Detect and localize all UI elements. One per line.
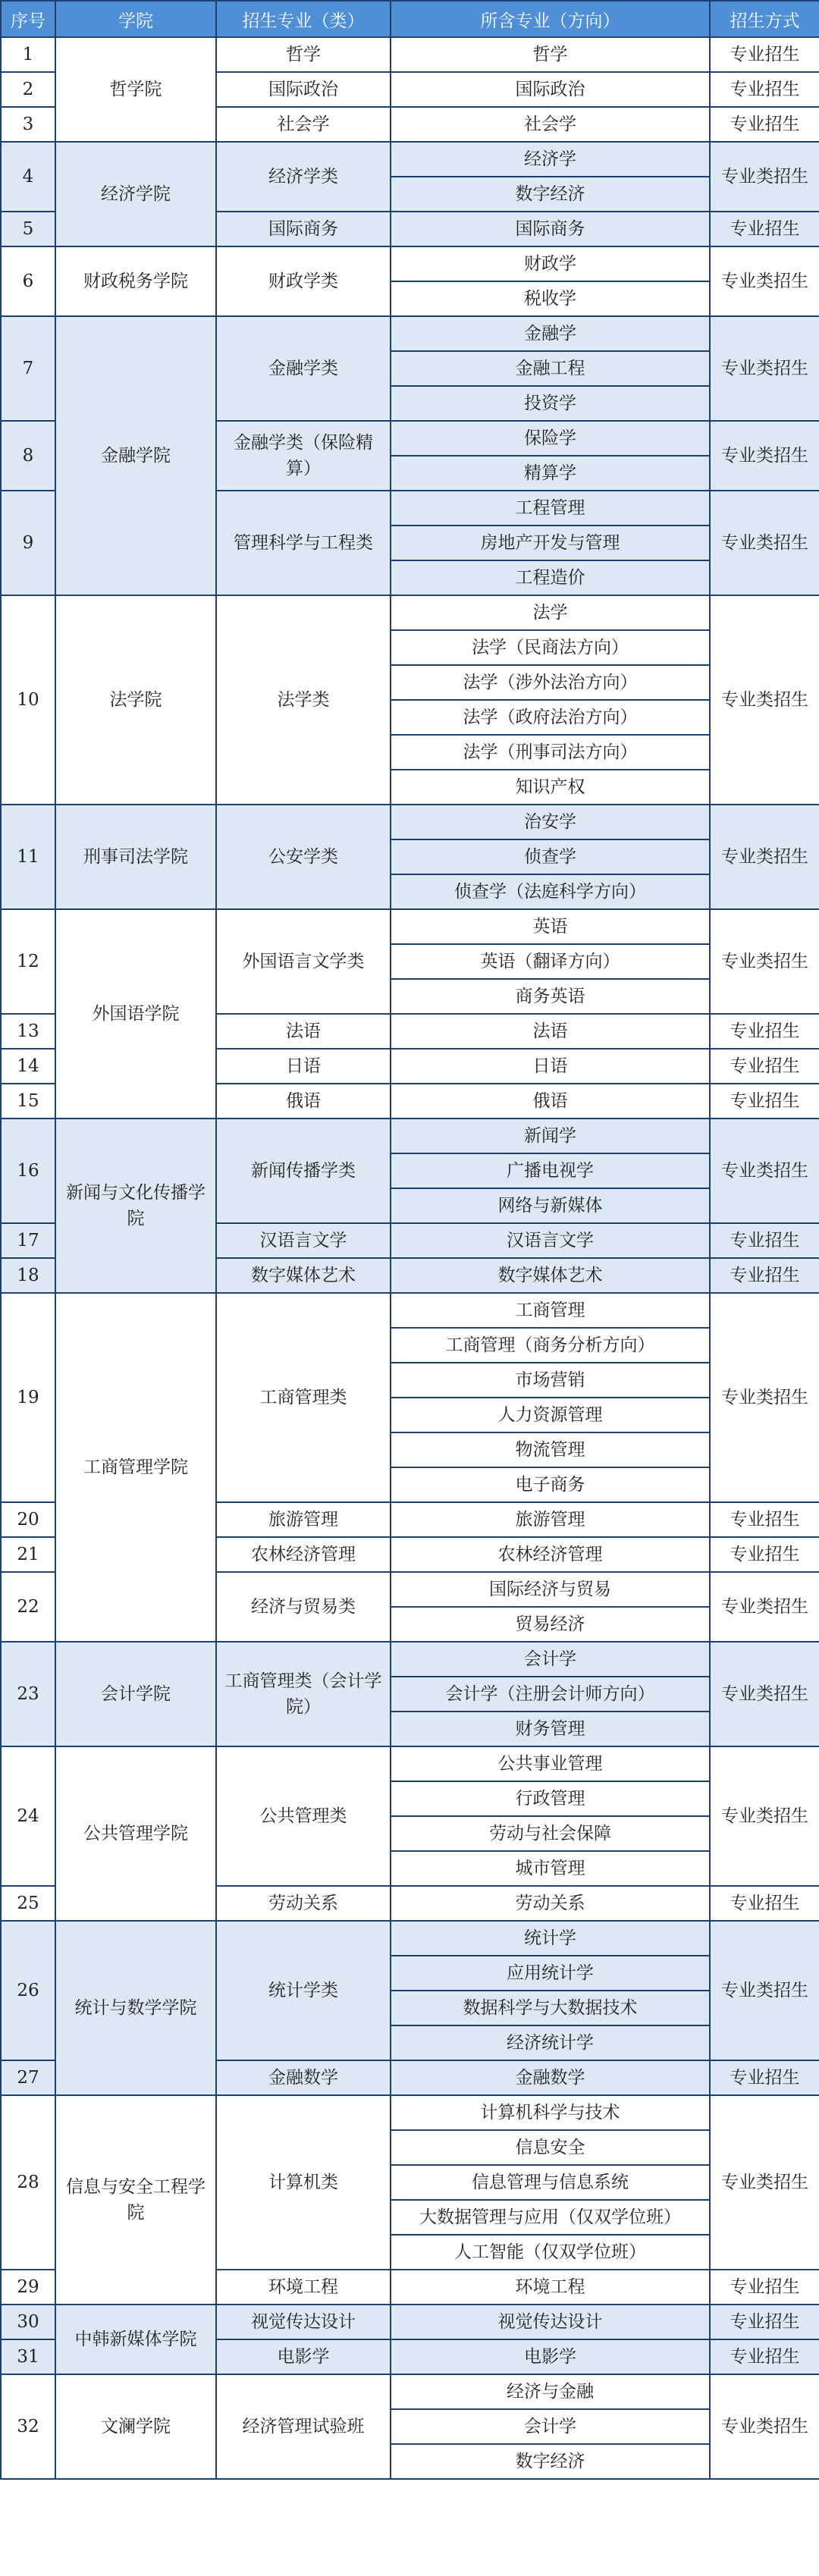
sub-major-cell: 法学（政府法治方向） — [391, 700, 710, 735]
row-number: 8 — [1, 421, 55, 491]
table-row — [1, 2374, 819, 2409]
sub-major-cell: 工商管理（商务分析方向） — [391, 1328, 710, 1363]
sub-major-cell: 保险学 — [391, 421, 710, 456]
major-cell: 社会学 — [216, 107, 391, 142]
table-row — [1, 246, 819, 281]
sub-major-cell: 新闻学 — [391, 1119, 710, 1153]
row-number: 16 — [1, 1119, 55, 1223]
sub-major-cell: 数据科学与大数据技术 — [391, 1991, 710, 2025]
sub-major-cell: 人力资源管理 — [391, 1398, 710, 1432]
method-cell: 专业类招生 — [710, 595, 819, 805]
method-cell: 专业类招生 — [710, 491, 819, 595]
major-cell: 电影学 — [216, 2339, 391, 2374]
sub-major-cell: 国际商务 — [391, 212, 710, 246]
sub-major-cell: 公共事业管理 — [391, 1746, 710, 1781]
table-row — [1, 909, 819, 944]
college-cell: 财政税务学院 — [55, 246, 216, 316]
sub-major-cell: 知识产权 — [391, 770, 710, 805]
method-cell: 专业招生 — [710, 1049, 819, 1084]
major-cell: 法语 — [216, 1014, 391, 1049]
sub-major-cell: 国际政治 — [391, 72, 710, 107]
college-cell: 信息与安全工程学院 — [55, 2095, 216, 2305]
sub-major-cell: 市场营销 — [391, 1363, 710, 1398]
college-cell: 刑事司法学院 — [55, 805, 216, 909]
method-cell: 专业招生 — [710, 107, 819, 142]
sub-major-cell: 大数据管理与应用（仅双学位班） — [391, 2200, 710, 2235]
major-cell: 国际商务 — [216, 212, 391, 246]
sub-major-cell: 城市管理 — [391, 1851, 710, 1886]
row-number: 29 — [1, 2270, 55, 2305]
college-cell: 工商管理学院 — [55, 1293, 216, 1642]
college-cell: 统计与数学学院 — [55, 1921, 216, 2095]
row-number: 20 — [1, 1502, 55, 1537]
table-row — [1, 1921, 819, 1956]
college-cell: 哲学院 — [55, 37, 216, 142]
major-cell: 视觉传达设计 — [216, 2305, 391, 2339]
row-number: 27 — [1, 2060, 55, 2095]
major-cell: 金融学类 — [216, 316, 391, 421]
row-number: 18 — [1, 1258, 55, 1293]
row-number: 19 — [1, 1293, 55, 1502]
sub-major-cell: 旅游管理 — [391, 1502, 710, 1537]
table-row — [1, 2095, 819, 2130]
row-number: 30 — [1, 2305, 55, 2339]
method-cell: 专业类招生 — [710, 1293, 819, 1502]
sub-major-cell: 金融数学 — [391, 2060, 710, 2095]
row-number: 3 — [1, 107, 55, 142]
method-cell: 专业招生 — [710, 1258, 819, 1293]
row-number: 4 — [1, 142, 55, 212]
sub-major-cell: 社会学 — [391, 107, 710, 142]
major-cell: 工商管理类 — [216, 1293, 391, 1502]
sub-major-cell: 应用统计学 — [391, 1956, 710, 1991]
sub-major-cell: 数字媒体艺术 — [391, 1258, 710, 1293]
method-cell: 专业类招生 — [710, 805, 819, 909]
row-number: 14 — [1, 1049, 55, 1084]
sub-major-cell: 行政管理 — [391, 1781, 710, 1816]
header-row — [1, 1, 819, 37]
major-cell: 金融数学 — [216, 2060, 391, 2095]
sub-major-cell: 国际经济与贸易 — [391, 1572, 710, 1607]
sub-major-cell: 经济学 — [391, 142, 710, 177]
method-cell: 专业类招生 — [710, 142, 819, 212]
sub-major-cell: 侦查学（法庭科学方向） — [391, 874, 710, 909]
major-cell: 公共管理类 — [216, 1746, 391, 1886]
row-number: 2 — [1, 72, 55, 107]
sub-major-cell: 环境工程 — [391, 2270, 710, 2305]
sub-major-cell: 工商管理 — [391, 1293, 710, 1328]
sub-major-cell: 信息管理与信息系统 — [391, 2165, 710, 2200]
sub-major-cell: 金融工程 — [391, 351, 710, 386]
row-number: 23 — [1, 1642, 55, 1746]
sub-major-cell: 信息安全 — [391, 2130, 710, 2165]
row-number: 32 — [1, 2374, 55, 2479]
method-cell: 专业招生 — [710, 1084, 819, 1119]
header-cell-college: 学院 — [55, 1, 216, 37]
row-number: 22 — [1, 1572, 55, 1642]
major-cell: 经济与贸易类 — [216, 1572, 391, 1642]
sub-major-cell: 物流管理 — [391, 1432, 710, 1467]
method-cell: 专业招生 — [710, 1502, 819, 1537]
sub-major-cell: 法学（涉外法治方向） — [391, 665, 710, 700]
major-cell: 金融学类（保险精算） — [216, 421, 391, 491]
method-cell: 专业招生 — [710, 2339, 819, 2374]
sub-major-cell: 劳动与社会保障 — [391, 1816, 710, 1851]
method-cell: 专业招生 — [710, 1014, 819, 1049]
method-cell: 专业招生 — [710, 72, 819, 107]
sub-major-cell: 英语 — [391, 909, 710, 944]
major-cell: 俄语 — [216, 1084, 391, 1119]
sub-major-cell: 日语 — [391, 1049, 710, 1084]
major-cell: 国际政治 — [216, 72, 391, 107]
major-cell: 哲学 — [216, 37, 391, 72]
header-cell-no: 序号 — [1, 1, 55, 37]
row-number: 5 — [1, 212, 55, 246]
sub-major-cell: 数字经济 — [391, 177, 710, 212]
sub-major-cell: 治安学 — [391, 805, 710, 839]
college-cell: 新闻与文化传播学院 — [55, 1119, 216, 1293]
sub-major-cell: 法语 — [391, 1014, 710, 1049]
table-row — [1, 37, 819, 72]
method-cell: 专业类招生 — [710, 1746, 819, 1886]
college-cell: 经济学院 — [55, 142, 216, 246]
method-cell: 专业招生 — [710, 1886, 819, 1921]
row-number: 6 — [1, 246, 55, 316]
major-cell: 经济学类 — [216, 142, 391, 212]
table-row — [1, 595, 819, 630]
major-cell: 计算机类 — [216, 2095, 391, 2270]
college-cell: 公共管理学院 — [55, 1746, 216, 1921]
college-cell: 金融学院 — [55, 316, 216, 595]
method-cell: 专业类招生 — [710, 1921, 819, 2060]
method-cell: 专业类招生 — [710, 909, 819, 1014]
sub-major-cell: 财务管理 — [391, 1712, 710, 1746]
sub-major-cell: 工程造价 — [391, 560, 710, 595]
major-cell: 新闻传播学类 — [216, 1119, 391, 1223]
sub-major-cell: 法学（民商法方向） — [391, 630, 710, 665]
row-number: 21 — [1, 1537, 55, 1572]
sub-major-cell: 侦查学 — [391, 839, 710, 874]
major-cell: 工商管理类（会计学院） — [216, 1642, 391, 1746]
major-cell: 数字媒体艺术 — [216, 1258, 391, 1293]
sub-major-cell: 计算机科学与技术 — [391, 2095, 710, 2130]
row-number: 11 — [1, 805, 55, 909]
major-cell: 汉语言文学 — [216, 1223, 391, 1258]
method-cell: 专业招生 — [710, 37, 819, 72]
major-cell: 劳动关系 — [216, 1886, 391, 1921]
method-cell: 专业类招生 — [710, 246, 819, 316]
sub-major-cell: 税收学 — [391, 281, 710, 316]
sub-major-cell: 农林经济管理 — [391, 1537, 710, 1572]
major-cell: 经济管理试验班 — [216, 2374, 391, 2479]
method-cell: 专业招生 — [710, 212, 819, 246]
table-row — [1, 1746, 819, 1781]
row-number: 9 — [1, 491, 55, 595]
sub-major-cell: 贸易经济 — [391, 1607, 710, 1642]
sub-major-cell: 网络与新媒体 — [391, 1188, 710, 1223]
sub-major-cell: 电影学 — [391, 2339, 710, 2374]
row-number: 7 — [1, 316, 55, 421]
sub-major-cell: 法学（刑事司法方向） — [391, 735, 710, 770]
sub-major-cell: 哲学 — [391, 37, 710, 72]
method-cell: 专业招生 — [710, 1537, 819, 1572]
row-number: 25 — [1, 1886, 55, 1921]
table-row — [1, 316, 819, 351]
method-cell: 专业类招生 — [710, 2095, 819, 2270]
major-cell: 统计学类 — [216, 1921, 391, 2060]
sub-major-cell: 法学 — [391, 595, 710, 630]
sub-major-cell: 电子商务 — [391, 1467, 710, 1502]
sub-major-cell: 商务英语 — [391, 979, 710, 1014]
row-number: 15 — [1, 1084, 55, 1119]
table-row — [1, 1293, 819, 1328]
major-cell: 环境工程 — [216, 2270, 391, 2305]
major-cell: 财政学类 — [216, 246, 391, 316]
row-number: 10 — [1, 595, 55, 805]
row-number: 17 — [1, 1223, 55, 1258]
sub-major-cell: 财政学 — [391, 246, 710, 281]
sub-major-cell: 金融学 — [391, 316, 710, 351]
method-cell: 专业招生 — [710, 2060, 819, 2095]
row-number: 31 — [1, 2339, 55, 2374]
college-cell: 会计学院 — [55, 1642, 216, 1746]
sub-major-cell: 经济与金融 — [391, 2374, 710, 2409]
sub-major-cell: 会计学（注册会计师方向） — [391, 1677, 710, 1712]
sub-major-cell: 广播电视学 — [391, 1153, 710, 1188]
header-cell-major: 招生专业（类） — [216, 1, 391, 37]
major-cell: 公安学类 — [216, 805, 391, 909]
college-cell: 中韩新媒体学院 — [55, 2305, 216, 2374]
row-number: 1 — [1, 37, 55, 72]
method-cell: 专业类招生 — [710, 1119, 819, 1223]
method-cell: 专业招生 — [710, 2270, 819, 2305]
major-cell: 管理科学与工程类 — [216, 491, 391, 595]
sub-major-cell: 会计学 — [391, 2409, 710, 2444]
table-row — [1, 1642, 819, 1677]
sub-major-cell: 劳动关系 — [391, 1886, 710, 1921]
sub-major-cell: 工程管理 — [391, 491, 710, 526]
major-cell: 外国语言文学类 — [216, 909, 391, 1014]
sub-major-cell: 俄语 — [391, 1084, 710, 1119]
college-cell: 法学院 — [55, 595, 216, 805]
method-cell: 专业类招生 — [710, 1572, 819, 1642]
sub-major-cell: 人工智能（仅双学位班） — [391, 2235, 710, 2270]
sub-major-cell: 视觉传达设计 — [391, 2305, 710, 2339]
row-number: 24 — [1, 1746, 55, 1886]
sub-major-cell: 汉语言文学 — [391, 1223, 710, 1258]
method-cell: 专业招生 — [710, 2305, 819, 2339]
method-cell: 专业类招生 — [710, 316, 819, 421]
table-row — [1, 142, 819, 177]
college-cell: 外国语学院 — [55, 909, 216, 1119]
method-cell: 专业招生 — [710, 1223, 819, 1258]
row-number: 26 — [1, 1921, 55, 2060]
sub-major-cell: 英语（翻译方向） — [391, 944, 710, 979]
method-cell: 专业类招生 — [710, 421, 819, 491]
sub-major-cell: 投资学 — [391, 386, 710, 421]
table-row — [1, 805, 819, 839]
major-cell: 日语 — [216, 1049, 391, 1084]
header-cell-subs: 所含专业（方向） — [391, 1, 710, 37]
row-number: 13 — [1, 1014, 55, 1049]
row-number: 28 — [1, 2095, 55, 2270]
sub-major-cell: 会计学 — [391, 1642, 710, 1677]
method-cell: 专业类招生 — [710, 2374, 819, 2479]
row-number: 12 — [1, 909, 55, 1014]
sub-major-cell: 精算学 — [391, 456, 710, 491]
college-cell: 文澜学院 — [55, 2374, 216, 2479]
major-cell: 旅游管理 — [216, 1502, 391, 1537]
header-cell-method: 招生方式 — [710, 1, 819, 37]
major-cell: 农林经济管理 — [216, 1537, 391, 1572]
table-row — [1, 2305, 819, 2339]
sub-major-cell: 房地产开发与管理 — [391, 526, 710, 560]
sub-major-cell: 统计学 — [391, 1921, 710, 1956]
method-cell: 专业类招生 — [710, 1642, 819, 1746]
table-row — [1, 1119, 819, 1153]
sub-major-cell: 数字经济 — [391, 2444, 710, 2479]
sub-major-cell: 经济统计学 — [391, 2025, 710, 2060]
major-cell: 法学类 — [216, 595, 391, 805]
